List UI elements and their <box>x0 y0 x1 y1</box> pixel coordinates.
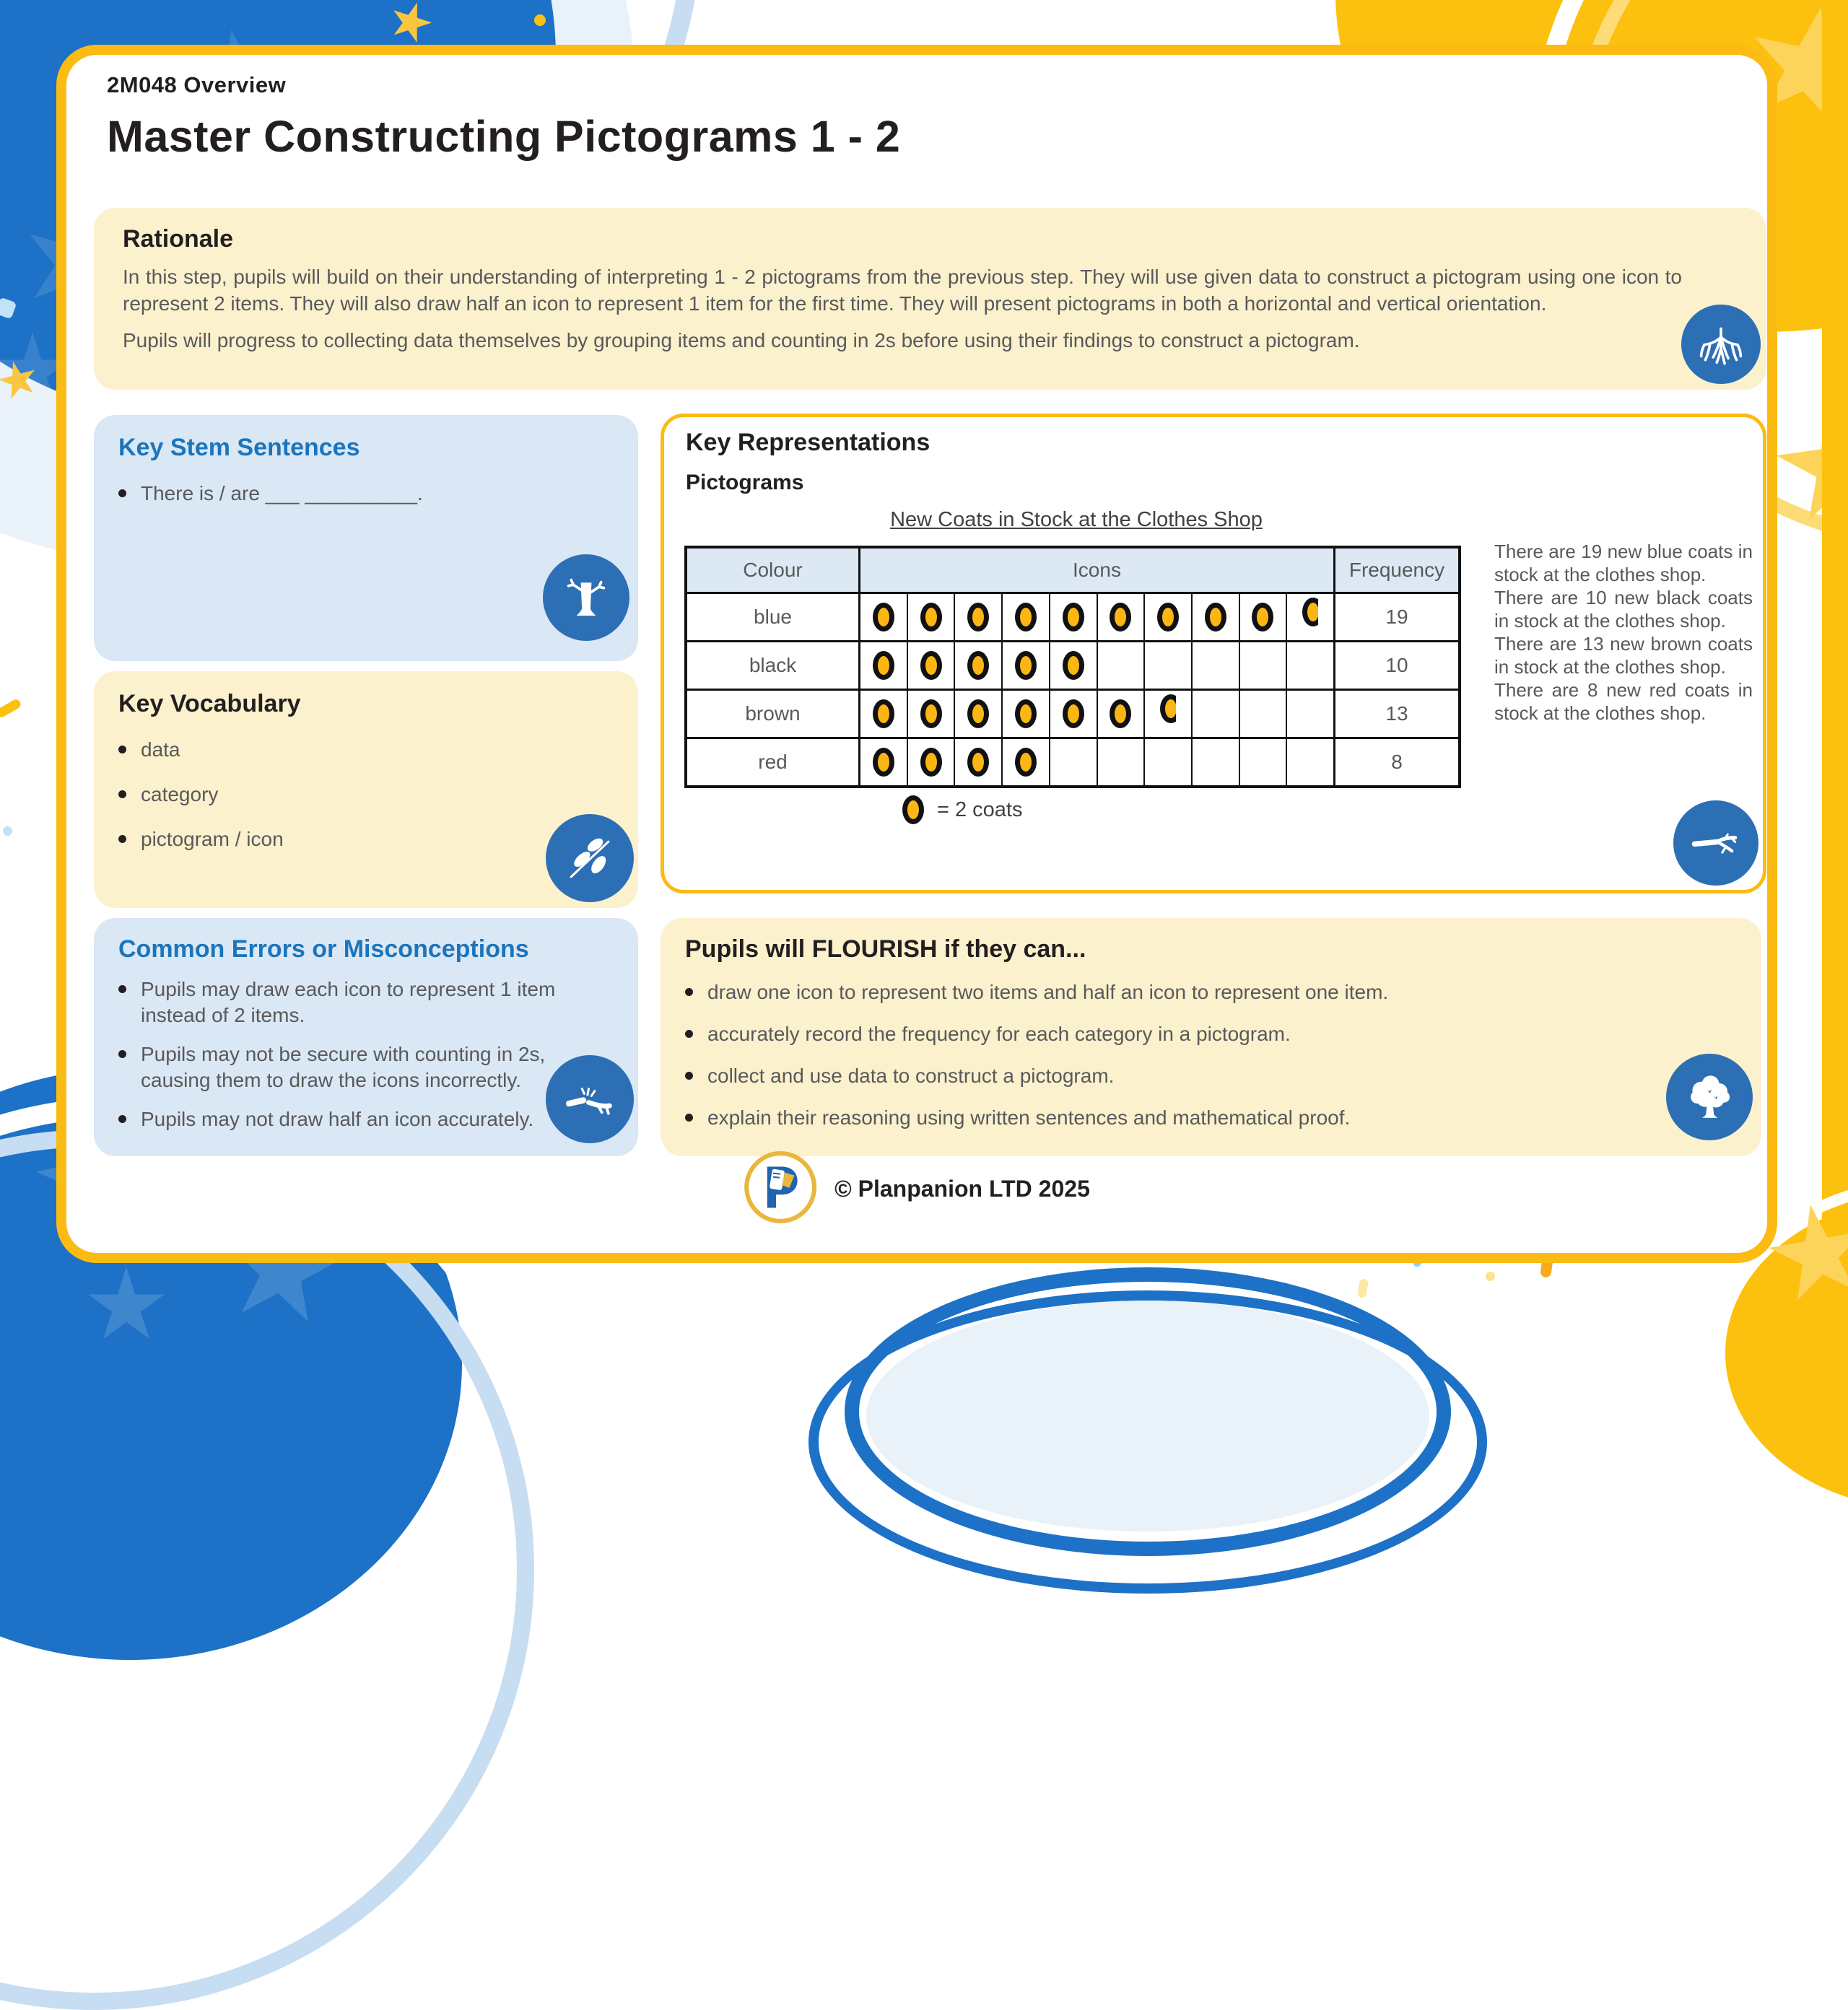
document-page <box>56 45 1777 1263</box>
pictogram-table <box>684 546 1461 788</box>
coat-icon <box>873 651 894 680</box>
pictogram-cell <box>1098 642 1146 689</box>
list-item: explain their reasoning using written sentences and mathematical proof. <box>685 1105 1737 1131</box>
coat-icon <box>967 748 989 777</box>
pictogram-cell <box>1287 739 1333 785</box>
pictogram-cell <box>1003 642 1050 689</box>
broken-branch-icon <box>546 1055 634 1143</box>
bullet-dot <box>118 835 126 843</box>
rationale-paragraph: In this step, pupils will build on their understanding of interpreting 1 - 2 pictograms from the previous step. They will use given data to construct a pictogram using one icon to represent 2 items. They will also draw half an icon to represent 1 item for the first time. They will present pictograms in both a horizontal and vertical orientation. <box>123 266 1682 315</box>
frequency-value: 8 <box>1391 751 1403 773</box>
common-errors-heading: Common Errors or Misconceptions <box>118 935 529 963</box>
pictogram-title: New Coats in Stock at the Clothes Shop <box>890 508 1263 531</box>
frequency-value: 19 <box>1385 606 1408 628</box>
sentence: There are 10 new black coats in stock at the clothes shop. <box>1494 587 1753 632</box>
sentence: There are 13 new brown coats in stock at the clothes shop. <box>1494 633 1753 678</box>
table-row <box>687 689 1458 737</box>
bullet-dot <box>685 1030 693 1038</box>
coat-icon <box>902 795 924 824</box>
pictogram-cell <box>1287 691 1333 737</box>
rationale-heading: Rationale <box>123 225 234 253</box>
bullet-dot <box>685 988 693 996</box>
pictogram-cell <box>1098 594 1146 640</box>
confetti-dot <box>3 826 12 836</box>
confetti-dot <box>534 14 546 26</box>
coat-icon <box>920 699 942 728</box>
coat-icon <box>1015 651 1037 680</box>
pictogram-cell <box>1145 594 1193 640</box>
bullet-dot <box>118 985 126 993</box>
key-representations-panel <box>661 414 1766 893</box>
coat-icon <box>1063 651 1084 680</box>
coat-icon <box>1110 699 1131 728</box>
coat-icon <box>1015 748 1037 777</box>
pictogram-cell <box>1193 642 1240 689</box>
pictogram-cell <box>908 642 956 689</box>
pictogram-cell <box>955 642 1003 689</box>
pictogram-cell <box>1193 691 1240 737</box>
frequency-value: 10 <box>1385 654 1408 676</box>
pictogram-cell <box>955 739 1003 785</box>
planpanion-logo-icon <box>744 1150 817 1228</box>
coat-icon <box>1110 603 1131 632</box>
list-item: There is / are ___ __________. <box>118 481 614 507</box>
rationale-paragraph: Pupils will progress to collecting data themselves by grouping items and counting in 2s before using their findings to construct a pictogram. <box>123 329 1360 351</box>
pictogram-cell <box>860 739 908 785</box>
pictogram-cell <box>1287 642 1333 689</box>
pictogram-key <box>902 795 1023 824</box>
pictogram-cell <box>908 691 956 737</box>
common-errors-panel <box>94 918 638 1156</box>
key-stem-heading: Key Stem Sentences <box>118 434 360 461</box>
list-item: draw one icon to represent two items and half an icon to represent one item. <box>685 979 1737 1005</box>
pictogram-cell <box>1240 594 1288 640</box>
half-coat-icon <box>1160 694 1176 733</box>
pictogram-cell <box>1003 739 1050 785</box>
pictogram-cell <box>1240 691 1288 737</box>
key-vocabulary-heading: Key Vocabulary <box>118 690 301 717</box>
pictogram-cell <box>1240 642 1288 689</box>
coat-icon <box>873 699 894 728</box>
frequency-value: 13 <box>1385 702 1408 725</box>
pictogram-sentences <box>1494 540 1753 725</box>
coat-icon <box>967 651 989 680</box>
half-coat-icon <box>1302 598 1318 637</box>
pictogram-cell <box>1050 594 1098 640</box>
pictogram-cell <box>908 594 956 640</box>
row-label: brown <box>687 691 860 737</box>
pictogram-cell <box>908 739 956 785</box>
row-label: blue <box>687 594 860 640</box>
confetti-dash <box>0 698 22 719</box>
pictogram-cell <box>1098 739 1146 785</box>
pictogram-cell <box>1193 739 1240 785</box>
leaves-icon <box>546 814 634 902</box>
pictogram-cell <box>955 594 1003 640</box>
confetti-dot <box>1486 1272 1495 1281</box>
column-header-frequency: Frequency <box>1348 559 1445 581</box>
footer <box>744 1150 1090 1228</box>
list-item: accurately record the frequency for each category in a pictogram. <box>685 1021 1737 1047</box>
pictogram-cell <box>1193 594 1240 640</box>
key-label: = 2 coats <box>937 798 1023 821</box>
coat-icon <box>920 603 942 632</box>
bullet-dot <box>685 1072 693 1080</box>
pictogram-cell <box>1050 642 1098 689</box>
key-stem-sentences-panel <box>94 415 638 661</box>
list-item: pictogram / icon <box>118 826 614 852</box>
table-header-row <box>687 549 1458 592</box>
branch-icon <box>1673 800 1758 886</box>
bullet-dot <box>118 489 126 497</box>
coat-icon <box>967 603 989 632</box>
row-label: red <box>687 739 860 785</box>
copyright-text: © Planpanion LTD 2025 <box>834 1176 1090 1202</box>
pictograms-subheading: Pictograms <box>686 471 804 494</box>
list-item: Pupils may not be secure with counting in 2s, causing them to draw the icons incorrectly. <box>118 1041 614 1093</box>
tree-trunk-icon <box>543 554 629 641</box>
list-item: data <box>118 737 614 763</box>
list-item: category <box>118 782 614 808</box>
coat-icon <box>967 699 989 728</box>
table-row <box>687 592 1458 640</box>
list-item: collect and use data to construct a pictogram. <box>685 1063 1737 1089</box>
bullet-dot <box>118 1115 126 1123</box>
confetti-dash <box>1357 1278 1369 1298</box>
pictogram-cell <box>1050 691 1098 737</box>
sentence: There are 19 new blue coats in stock at the clothes shop. <box>1494 541 1753 585</box>
coat-icon <box>1205 603 1226 632</box>
column-header-icons: Icons <box>1073 559 1121 581</box>
coat-icon <box>920 748 942 777</box>
bullet-dot <box>118 790 126 798</box>
coat-icon <box>920 651 942 680</box>
pictogram-cell <box>1145 739 1193 785</box>
pictogram-cell <box>1287 594 1333 640</box>
pictogram-cell <box>1050 739 1098 785</box>
table-row <box>687 640 1458 689</box>
pictogram-cell <box>860 691 908 737</box>
bullet-dot <box>118 1050 126 1058</box>
coat-icon <box>1063 699 1084 728</box>
pictogram-cell <box>1098 691 1146 737</box>
coat-icon <box>1015 699 1037 728</box>
overview-code-label: 2M048 Overview <box>107 72 287 97</box>
coat-icon <box>1157 603 1179 632</box>
pictogram-cell <box>860 594 908 640</box>
list-item: Pupils may not draw half an icon accurately. <box>118 1106 614 1132</box>
column-header-colour: Colour <box>687 549 860 592</box>
coat-icon <box>873 603 894 632</box>
flourish-panel <box>661 918 1761 1156</box>
pictogram-cell <box>860 642 908 689</box>
pictogram-cell <box>1003 594 1050 640</box>
key-vocabulary-panel <box>94 671 638 908</box>
sentence: There are 8 new red coats in stock at the clothes shop. <box>1494 679 1753 724</box>
page-title: Master Constructing Pictograms 1 - 2 <box>107 112 901 161</box>
coat-icon <box>873 748 894 777</box>
decoration-arc-bottom-pale <box>866 1301 1429 1531</box>
rationale-panel <box>94 208 1766 390</box>
bullet-dot <box>685 1114 693 1122</box>
table-row <box>687 737 1458 785</box>
row-label: black <box>687 642 860 689</box>
coat-icon <box>1252 603 1273 632</box>
key-representations-heading: Key Representations <box>686 429 930 456</box>
pictogram-cell <box>1145 642 1193 689</box>
pictogram-cell <box>1145 691 1193 737</box>
list-item: Pupils may draw each icon to represent 1 item instead of 2 items. <box>118 976 614 1028</box>
coat-icon <box>1015 603 1037 632</box>
pictogram-cell <box>1003 691 1050 737</box>
bullet-dot <box>118 746 126 753</box>
pictogram-cell <box>1240 739 1288 785</box>
roots-icon <box>1681 305 1761 384</box>
coat-icon <box>1063 603 1084 632</box>
pictogram-cell <box>955 691 1003 737</box>
flourish-heading: Pupils will FLOURISH if they can... <box>685 935 1086 963</box>
tree-icon <box>1666 1054 1753 1140</box>
decoration-yellow-bar-right <box>1822 0 1848 1306</box>
